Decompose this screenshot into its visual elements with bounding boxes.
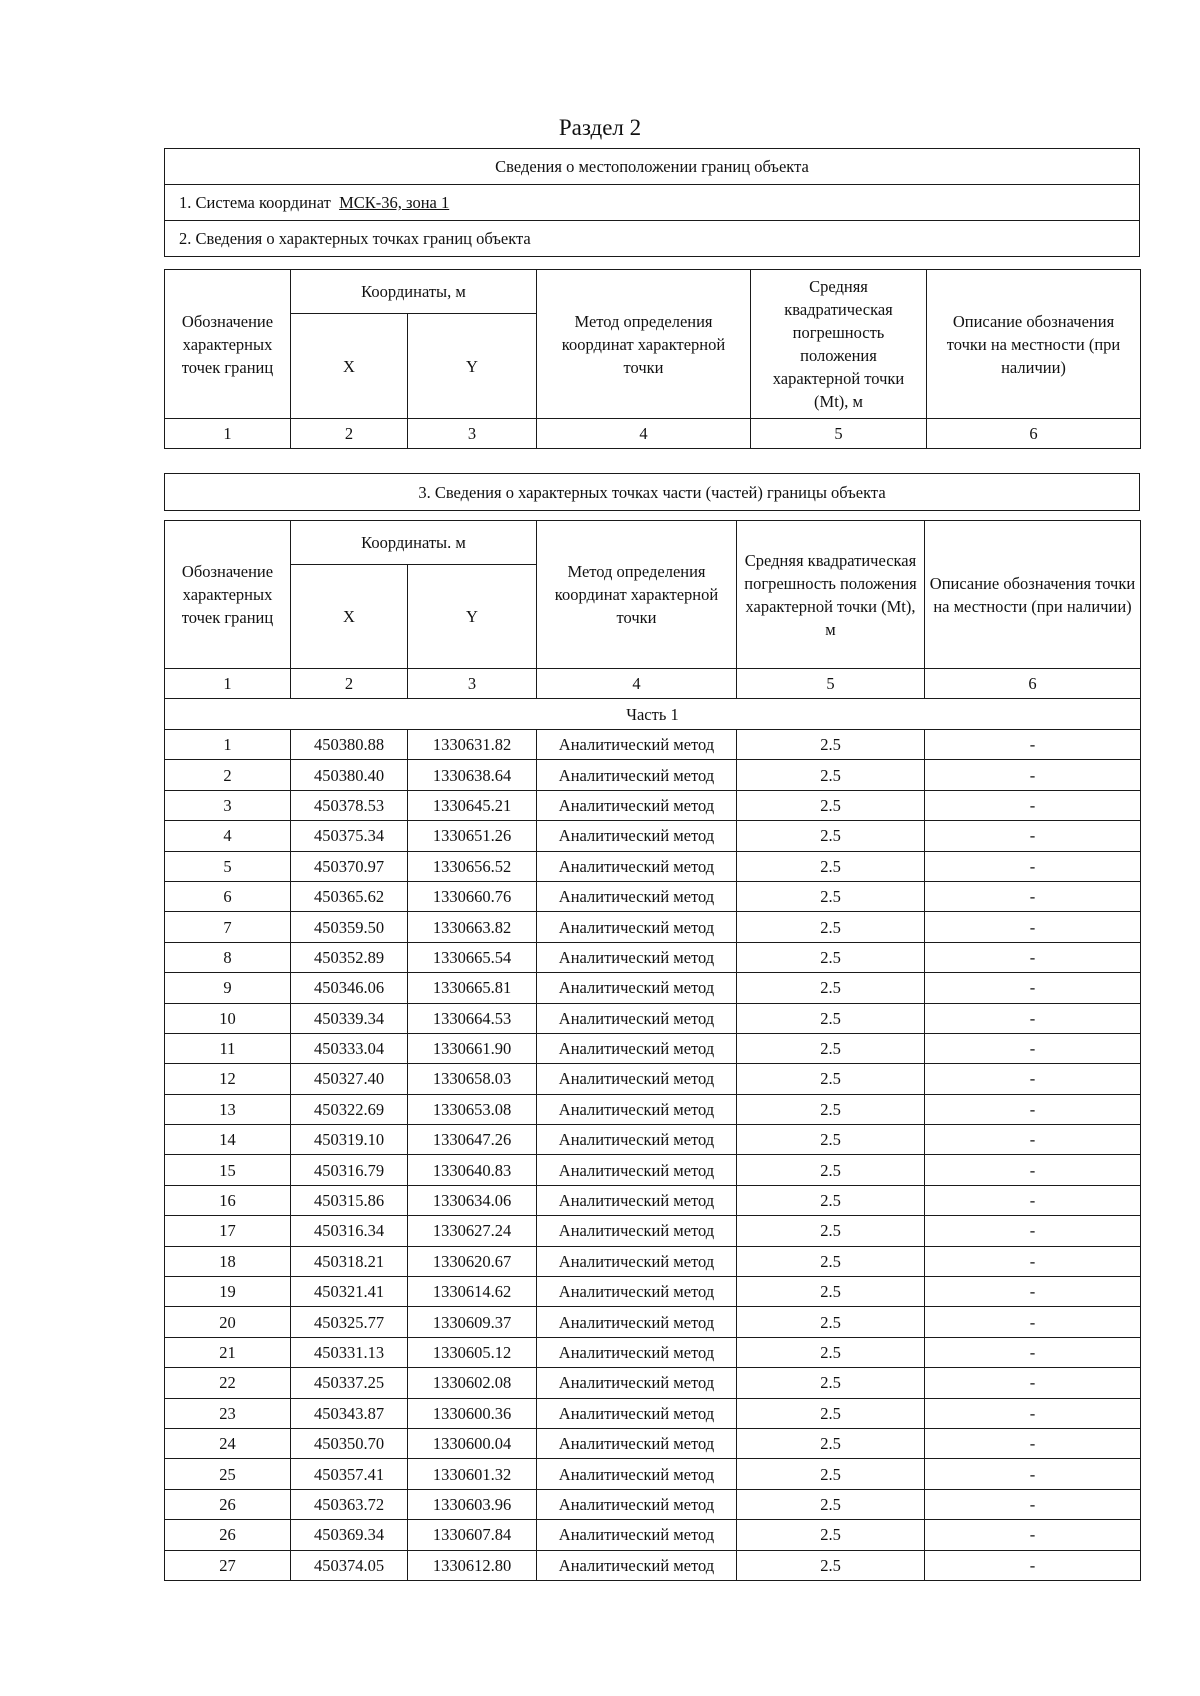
description-cell: - [925,1246,1141,1276]
page-title: Раздел 2 [558,115,642,140]
description-cell: - [925,851,1141,881]
table-row [165,1459,1141,1489]
col-coords: Координаты, м [291,270,537,314]
point-number-cell: 16 [165,1185,291,1215]
error-cell: 2.5 [737,1550,925,1580]
point-number-cell: 18 [165,1246,291,1276]
point-number-cell: 13 [165,1094,291,1124]
table-row [165,1398,1141,1428]
method-cell: Аналитический метод [537,1155,737,1185]
section-location-header: Сведения о местоположении границ объекта [165,149,1140,185]
method-cell: Аналитический метод [537,1489,737,1519]
part-points-title-table [164,473,1140,511]
method-cell: Аналитический метод [537,1125,737,1155]
point-number-cell: 11 [165,1033,291,1063]
y-coordinate-cell: 1330661.90 [408,1033,537,1063]
method-cell: Аналитический метод [537,1094,737,1124]
x-coordinate-cell: 450346.06 [291,973,408,1003]
x-coordinate-cell: 450331.13 [291,1337,408,1367]
table-row [165,1185,1141,1215]
coord-system-row [165,185,1140,221]
point-number-cell: 1 [165,730,291,760]
table-row [165,1246,1141,1276]
table-row [165,821,1141,851]
table-row [165,790,1141,820]
method-cell: Аналитический метод [537,1064,737,1094]
y-coordinate-cell: 1330665.81 [408,973,537,1003]
description-cell: - [925,1033,1141,1063]
error-cell: 2.5 [737,1428,925,1458]
table-row [165,912,1141,942]
description-cell: - [925,881,1141,911]
table-row [165,1337,1141,1367]
col-number: 5 [751,419,927,449]
point-number-cell: 5 [165,851,291,881]
table-row [165,973,1141,1003]
error-cell: 2.5 [737,973,925,1003]
points-header-table [164,269,1141,449]
table-row [165,1428,1141,1458]
y-coordinate-cell: 1330645.21 [408,790,537,820]
error-cell: 2.5 [737,1094,925,1124]
col-number: 1 [165,669,291,699]
table-row [165,1033,1141,1063]
error-cell: 2.5 [737,1307,925,1337]
col-number: 6 [925,669,1141,699]
y-coordinate-cell: 1330609.37 [408,1307,537,1337]
table-row [165,1003,1141,1033]
description-cell: - [925,1489,1141,1519]
x-coordinate-cell: 450380.88 [291,730,408,760]
col-number: 6 [927,419,1141,449]
table-row [165,1489,1141,1519]
points-section-header: 2. Сведения о характерных точках границ объекта [165,221,1140,257]
x-coordinate-cell: 450369.34 [291,1520,408,1550]
error-cell: 2.5 [737,1185,925,1215]
error-cell: 2.5 [737,1033,925,1063]
error-cell: 2.5 [737,760,925,790]
y-coordinate-cell: 1330647.26 [408,1125,537,1155]
description-cell: - [925,1428,1141,1458]
x-coordinate-cell: 450350.70 [291,1428,408,1458]
error-cell: 2.5 [737,1368,925,1398]
x-coordinate-cell: 450352.89 [291,942,408,972]
y-coordinate-cell: 1330664.53 [408,1003,537,1033]
method-cell: Аналитический метод [537,790,737,820]
description-cell: - [925,821,1141,851]
point-number-cell: 26 [165,1489,291,1519]
y-coordinate-cell: 1330607.84 [408,1520,537,1550]
point-number-cell: 23 [165,1398,291,1428]
section-location-table [164,148,1140,257]
point-number-cell: 2 [165,760,291,790]
method-cell: Аналитический метод [537,1428,737,1458]
y-coordinate-cell: 1330656.52 [408,851,537,881]
table-row [165,1125,1141,1155]
col-coords: Координаты. м [291,521,537,565]
point-number-cell: 3 [165,790,291,820]
y-coordinate-cell: 1330602.08 [408,1368,537,1398]
description-cell: - [925,730,1141,760]
point-number-cell: 19 [165,1277,291,1307]
point-number-cell: 26 [165,1520,291,1550]
x-coordinate-cell: 450380.40 [291,760,408,790]
description-cell: - [925,760,1141,790]
x-coordinate-cell: 450319.10 [291,1125,408,1155]
y-coordinate-cell: 1330658.03 [408,1064,537,1094]
coord-system-label: 1. Система координат [179,193,331,212]
table-row [165,1064,1141,1094]
col-number: 2 [291,669,408,699]
col-error: Средняя квадратическая погрешность положения характерной точки (Mt), м [751,270,927,419]
points-body [165,730,1141,1581]
y-coordinate-cell: 1330638.64 [408,760,537,790]
col-y: Y [408,565,537,669]
method-cell: Аналитический метод [537,730,737,760]
x-coordinate-cell: 450325.77 [291,1307,408,1337]
description-cell: - [925,1550,1141,1580]
point-number-cell: 14 [165,1125,291,1155]
table-row [165,1094,1141,1124]
error-cell: 2.5 [737,730,925,760]
error-cell: 2.5 [737,881,925,911]
point-number-cell: 7 [165,912,291,942]
col-number: 2 [291,419,408,449]
description-cell: - [925,790,1141,820]
x-coordinate-cell: 450378.53 [291,790,408,820]
error-cell: 2.5 [737,851,925,881]
error-cell: 2.5 [737,1003,925,1033]
table-row [165,1216,1141,1246]
x-coordinate-cell: 450357.41 [291,1459,408,1489]
x-coordinate-cell: 450359.50 [291,912,408,942]
description-cell: - [925,1459,1141,1489]
point-number-cell: 21 [165,1337,291,1367]
col-description: Описание обозначения точки на местности (при наличии) [925,521,1141,669]
table-row [165,760,1141,790]
col-number: 5 [737,669,925,699]
point-number-cell: 12 [165,1064,291,1094]
point-number-cell: 25 [165,1459,291,1489]
col-designation: Обозначение характерных точек границ [165,521,291,669]
error-cell: 2.5 [737,1246,925,1276]
error-cell: 2.5 [737,1520,925,1550]
description-cell: - [925,1277,1141,1307]
col-method: Метод определения координат характерной точки [537,521,737,669]
y-coordinate-cell: 1330660.76 [408,881,537,911]
error-cell: 2.5 [737,1125,925,1155]
description-cell: - [925,1307,1141,1337]
part-label: Часть 1 [165,699,1141,730]
x-coordinate-cell: 450363.72 [291,1489,408,1519]
point-number-cell: 17 [165,1216,291,1246]
col-number: 3 [408,669,537,699]
method-cell: Аналитический метод [537,942,737,972]
description-cell: - [925,1337,1141,1367]
x-coordinate-cell: 450375.34 [291,821,408,851]
x-coordinate-cell: 450327.40 [291,1064,408,1094]
point-number-cell: 24 [165,1428,291,1458]
error-cell: 2.5 [737,1398,925,1428]
error-cell: 2.5 [737,1337,925,1367]
table-row [165,1277,1141,1307]
method-cell: Аналитический метод [537,1398,737,1428]
x-coordinate-cell: 450343.87 [291,1398,408,1428]
description-cell: - [925,973,1141,1003]
error-cell: 2.5 [737,1459,925,1489]
table-row [165,730,1141,760]
col-number: 4 [537,669,737,699]
point-number-cell: 27 [165,1550,291,1580]
y-coordinate-cell: 1330603.96 [408,1489,537,1519]
y-coordinate-cell: 1330627.24 [408,1216,537,1246]
y-coordinate-cell: 1330605.12 [408,1337,537,1367]
description-cell: - [925,1216,1141,1246]
col-number: 3 [408,419,537,449]
y-coordinate-cell: 1330634.06 [408,1185,537,1215]
error-cell: 2.5 [737,1064,925,1094]
x-coordinate-cell: 450339.34 [291,1003,408,1033]
description-cell: - [925,1064,1141,1094]
x-coordinate-cell: 450333.04 [291,1033,408,1063]
col-x: X [291,565,408,669]
y-coordinate-cell: 1330612.80 [408,1550,537,1580]
x-coordinate-cell: 450374.05 [291,1550,408,1580]
y-coordinate-cell: 1330651.26 [408,821,537,851]
method-cell: Аналитический метод [537,1277,737,1307]
method-cell: Аналитический метод [537,1033,737,1063]
point-number-cell: 9 [165,973,291,1003]
y-coordinate-cell: 1330600.04 [408,1428,537,1458]
table-row [165,1155,1141,1185]
description-cell: - [925,1125,1141,1155]
error-cell: 2.5 [737,790,925,820]
coord-system-value: МСК-36, зона 1 [339,193,450,212]
method-cell: Аналитический метод [537,1520,737,1550]
description-cell: - [925,1155,1141,1185]
description-cell: - [925,942,1141,972]
y-coordinate-cell: 1330665.54 [408,942,537,972]
method-cell: Аналитический метод [537,1337,737,1367]
error-cell: 2.5 [737,1155,925,1185]
x-coordinate-cell: 450365.62 [291,881,408,911]
error-cell: 2.5 [737,1489,925,1519]
x-coordinate-cell: 450337.25 [291,1368,408,1398]
x-coordinate-cell: 450315.86 [291,1185,408,1215]
col-number: 1 [165,419,291,449]
y-coordinate-cell: 1330620.67 [408,1246,537,1276]
y-coordinate-cell: 1330663.82 [408,912,537,942]
method-cell: Аналитический метод [537,760,737,790]
description-cell: - [925,1520,1141,1550]
point-number-cell: 8 [165,942,291,972]
col-y: Y [408,314,537,419]
point-number-cell: 10 [165,1003,291,1033]
point-number-cell: 20 [165,1307,291,1337]
error-cell: 2.5 [737,1277,925,1307]
table-row [165,942,1141,972]
table-row [165,881,1141,911]
method-cell: Аналитический метод [537,1246,737,1276]
method-cell: Аналитический метод [537,973,737,1003]
table-row [165,1520,1141,1550]
method-cell: Аналитический метод [537,1216,737,1246]
y-coordinate-cell: 1330640.83 [408,1155,537,1185]
point-number-cell: 22 [165,1368,291,1398]
x-coordinate-cell: 450316.79 [291,1155,408,1185]
error-cell: 2.5 [737,912,925,942]
method-cell: Аналитический метод [537,1550,737,1580]
y-coordinate-cell: 1330631.82 [408,730,537,760]
point-number-cell: 15 [165,1155,291,1185]
table-row [165,1307,1141,1337]
y-coordinate-cell: 1330600.36 [408,1398,537,1428]
method-cell: Аналитический метод [537,1003,737,1033]
point-number-cell: 4 [165,821,291,851]
method-cell: Аналитический метод [537,1307,737,1337]
col-description: Описание обозначения точки на местности (при наличии) [927,270,1141,419]
method-cell: Аналитический метод [537,881,737,911]
method-cell: Аналитический метод [537,1459,737,1489]
table-row [165,1550,1141,1580]
col-x: X [291,314,408,419]
description-cell: - [925,1003,1141,1033]
col-method: Метод определения координат характерной точки [537,270,751,419]
table-row [165,1368,1141,1398]
x-coordinate-cell: 450318.21 [291,1246,408,1276]
method-cell: Аналитический метод [537,1185,737,1215]
y-coordinate-cell: 1330601.32 [408,1459,537,1489]
col-designation: Обозначение характерных точек границ [165,270,291,419]
description-cell: - [925,1185,1141,1215]
col-error: Средняя квадратическая погрешность положения характерной точки (Mt), м [737,521,925,669]
description-cell: - [925,912,1141,942]
method-cell: Аналитический метод [537,912,737,942]
method-cell: Аналитический метод [537,821,737,851]
description-cell: - [925,1094,1141,1124]
x-coordinate-cell: 450316.34 [291,1216,408,1246]
y-coordinate-cell: 1330653.08 [408,1094,537,1124]
error-cell: 2.5 [737,821,925,851]
description-cell: - [925,1368,1141,1398]
point-number-cell: 6 [165,881,291,911]
x-coordinate-cell: 450322.69 [291,1094,408,1124]
part-points-table [164,520,1141,1581]
table-row [165,851,1141,881]
method-cell: Аналитический метод [537,851,737,881]
x-coordinate-cell: 450370.97 [291,851,408,881]
description-cell: - [925,1398,1141,1428]
col-number: 4 [537,419,751,449]
method-cell: Аналитический метод [537,1368,737,1398]
error-cell: 2.5 [737,1216,925,1246]
part-points-header: 3. Сведения о характерных точках части (частей) границы объекта [165,474,1140,511]
x-coordinate-cell: 450321.41 [291,1277,408,1307]
error-cell: 2.5 [737,942,925,972]
y-coordinate-cell: 1330614.62 [408,1277,537,1307]
